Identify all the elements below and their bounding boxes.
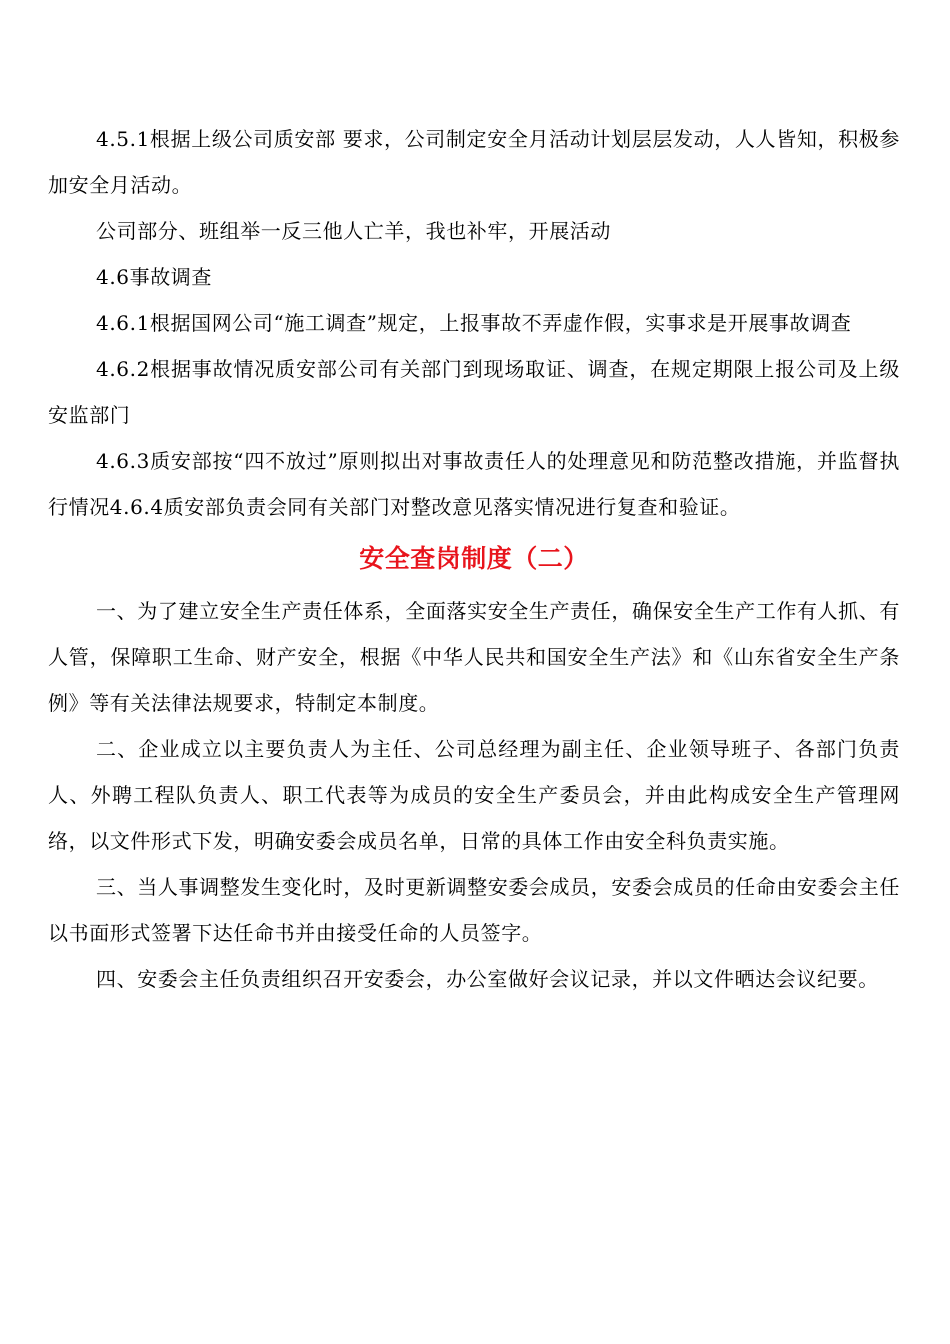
paragraph-4-6-1: 4.6.1根据国网公司“施工调查”规定，上报事故不弄虚作假，实事求是开展事故调查 <box>96 311 852 335</box>
document-page <box>48 116 900 1002</box>
paragraph-activity: 公司部分、班组举一反三他人亡羊，我也补牢，开展活动 <box>96 219 611 243</box>
paragraph-4-6-3: 4.6.3质安部按“四不放过”原则拟出对事故责任人的处理意见和防范整改措施，并监督执行情况4.6.4质安部负责会同有关部门对整改意见落实情况进行复查和验证。 <box>48 449 900 519</box>
paragraph-4-6-2: 4.6.2根据事故情况质安部公司有关部门到现场取证、调查，在规定期限上报公司及上级安监部门 <box>48 357 900 427</box>
paragraph-four: 四、安委会主任负责组织召开安委会，办公室做好会议记录，并以文件晒达会议纪要。 <box>96 967 879 991</box>
paragraph-two: 二、企业成立以主要负责人为主任、公司总经理为副主任、企业领导班子、各部门负责人、外聘工程队负责人、职工代表等为成员的安全生产委员会，并由此构成安全生产管理网络，以文件形式下发，明确安委会成员名单，日常的具体工作由安全科负责实施。 <box>48 737 900 853</box>
paragraph-4-5-1: 4.5.1根据上级公司质安部 要求，公司制定安全月活动计划层层发动，人人皆知，积极参加安全月活动。 <box>48 127 900 197</box>
paragraph-4-6-heading: 4.6事故调查 <box>96 265 213 289</box>
paragraph-three: 三、当人事调整发生变化时，及时更新调整安委会成员，安委会成员的任命由安委会主任以书面形式签署下达任命书并由接受任命的人员签字。 <box>48 875 900 945</box>
section-title: 安全查岗制度（二） <box>359 544 589 573</box>
paragraph-one: 一、为了建立安全生产责任体系，全面落实安全生产责任，确保安全生产工作有人抓、有人管，保障职工生命、财产安全，根据《中华人民共和国安全生产法》和《山东省安全生产条例》等有关法律法规要求，特制定本制度。 <box>48 599 900 715</box>
